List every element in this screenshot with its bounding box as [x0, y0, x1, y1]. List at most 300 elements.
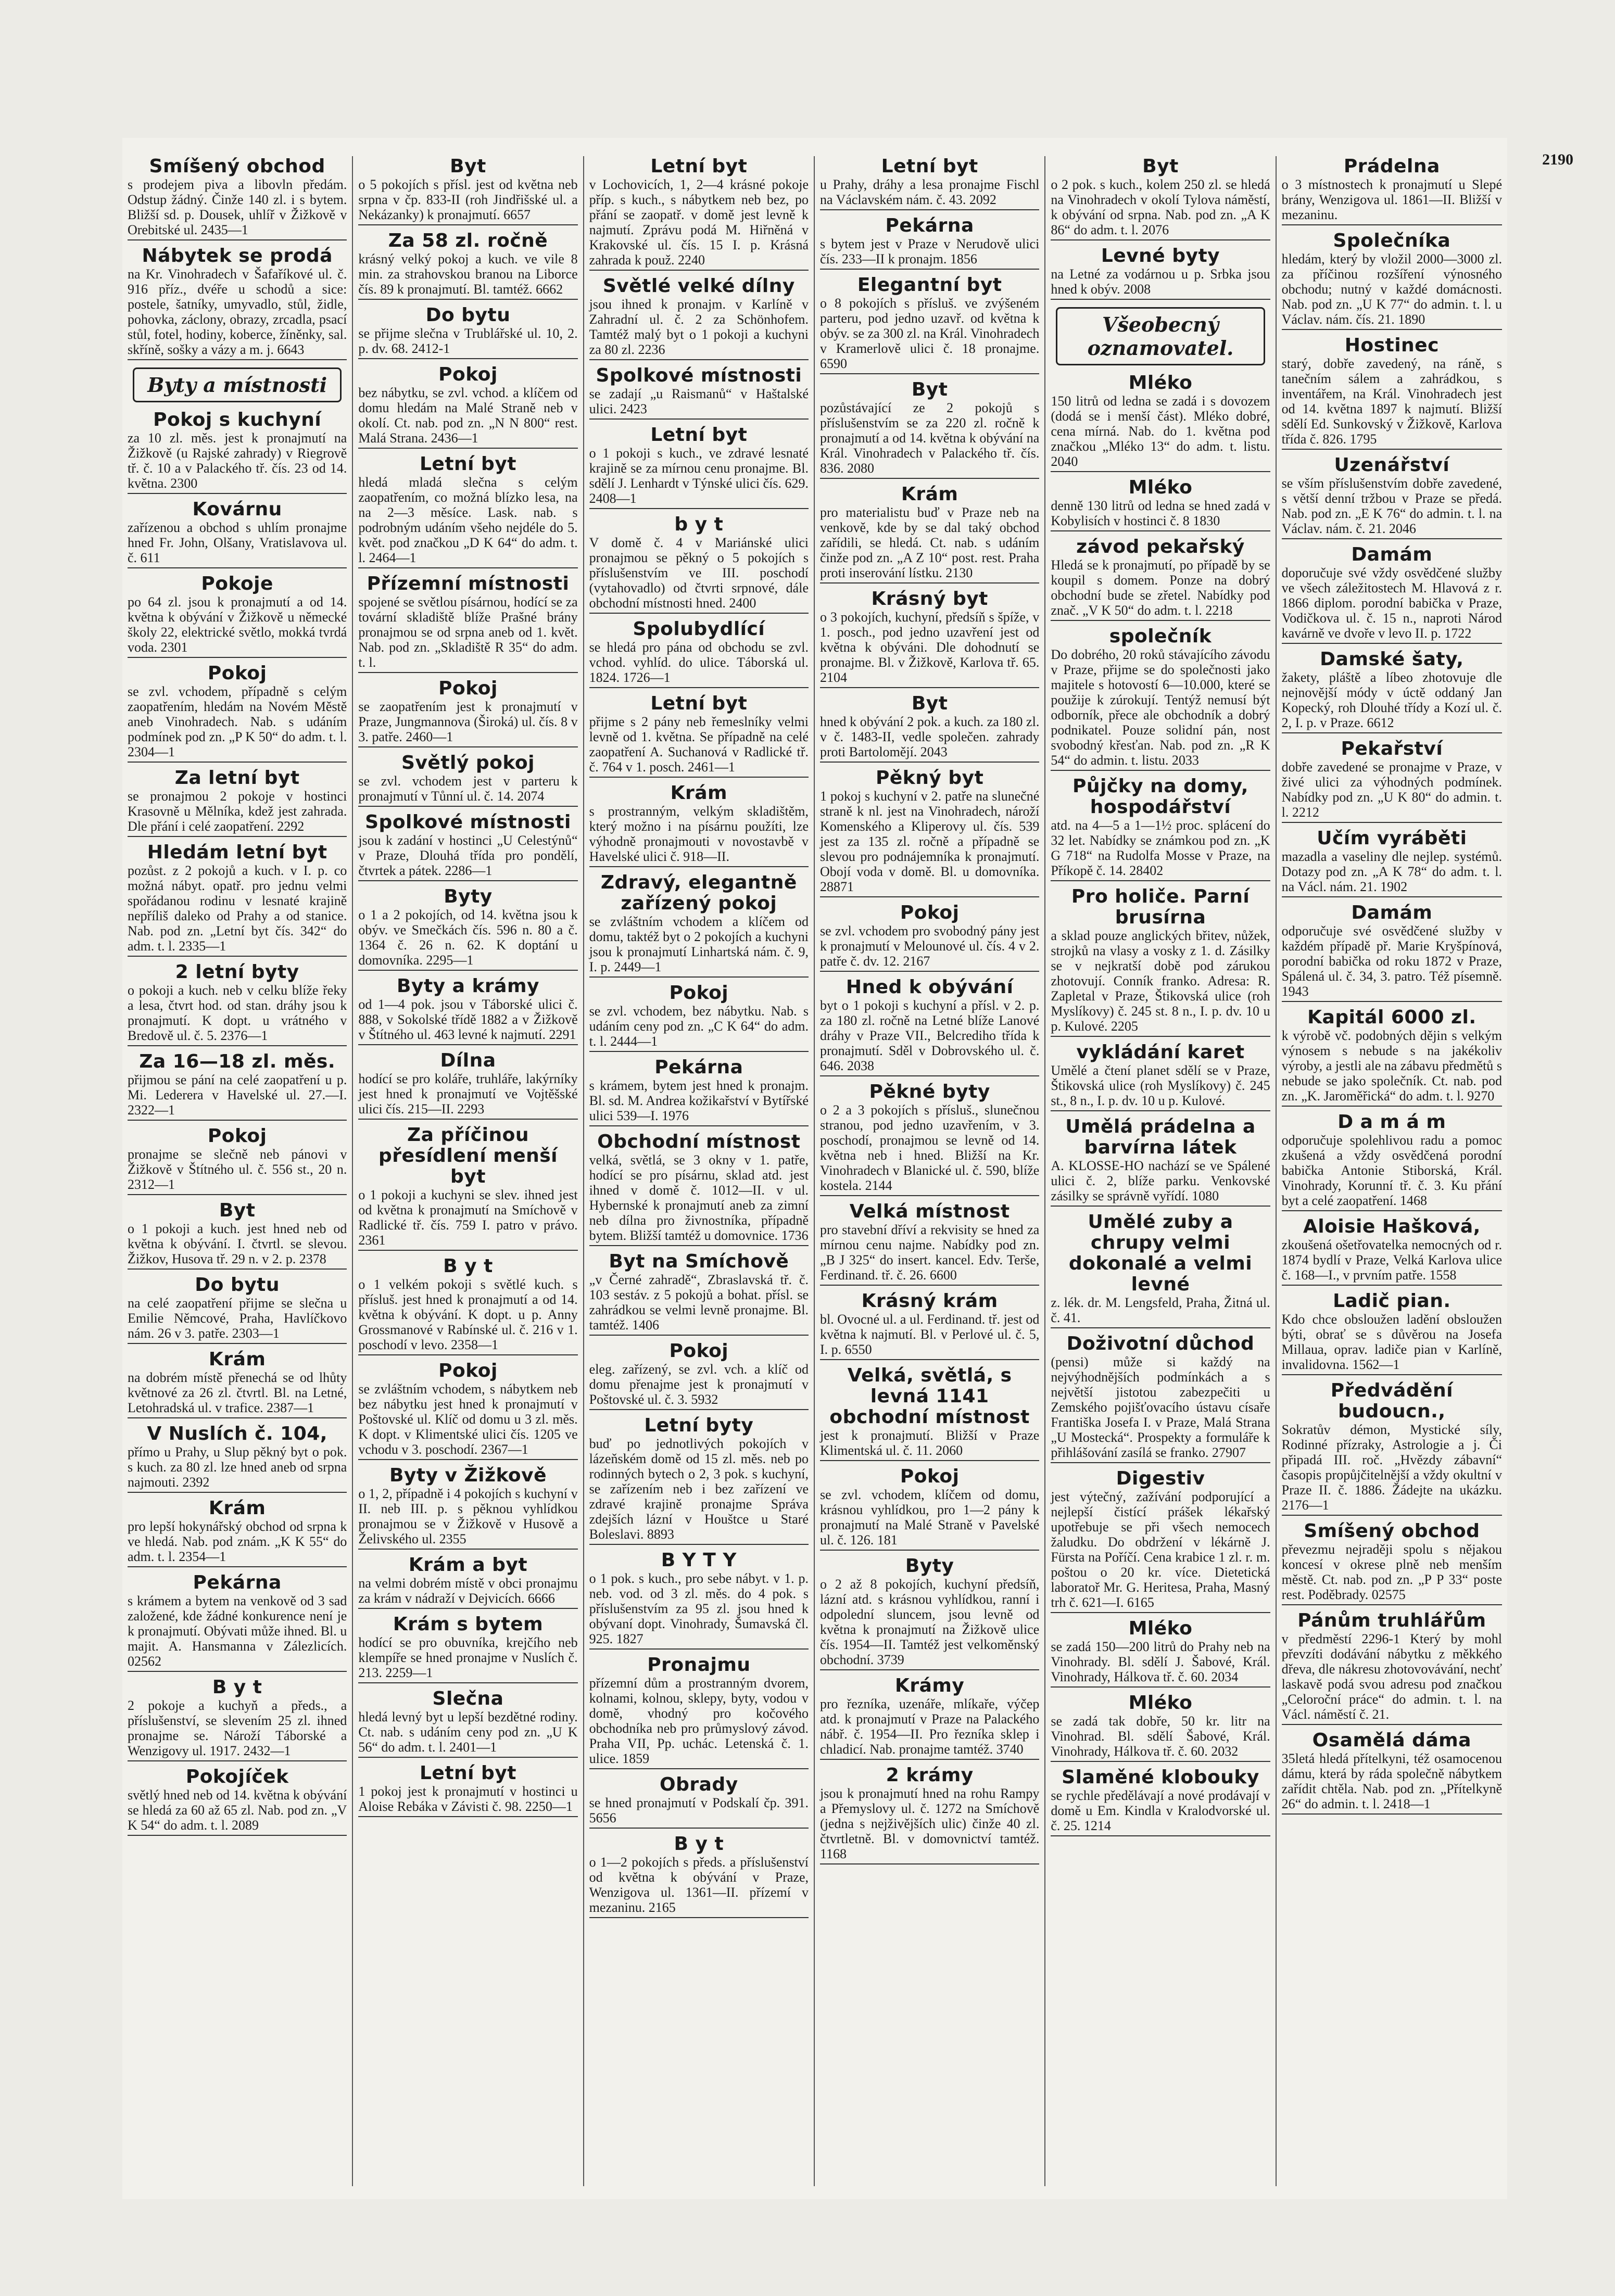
ad-body: s bytem jest v Praze v Nerudově ulici čís. 233—II k pronajm. 1856 [820, 236, 1040, 267]
classified-ad [820, 1556, 1039, 1670]
ad-body: pro řezníka, uzenáře, mlíkaře, výčep atd. k pronajmutí v Praze na Palackého nábř. č. 1954—II. Pro řezníka sklep i chladicí. Nab. pronajme tamtéž. 3740 [820, 1696, 1040, 1757]
ad-heading: Byt na Smíchově [609, 1251, 789, 1272]
ad-heading: 2 letní byty [175, 961, 299, 983]
ad-heading: Elegantní byt [857, 274, 1002, 296]
ad-body: 35letá hledá přítelkyni, též osamocenou dámu, která by ráda společně nábytkem zařídit chtěla. Nab. pod zn. „Přítelkyně 26“ do admin. t. l. 2418—1 [1281, 1751, 1502, 1811]
ad-divider [1282, 1374, 1502, 1375]
classified-ad [1282, 231, 1502, 330]
classified-ad [820, 1466, 1039, 1551]
ad-body: o 5 pokojích s přísl. jest od května neb srpna v čp. 833-II (roh Jindřišské ul. a Nekázanky) k pronajmutí. 6657 [358, 177, 578, 222]
ad-body: o 1 pokoji s kuch., ve zdravé lesnaté krajině se za mírnou cenu pronajme. Bl. sdělí J. Lenhardt v Týnské ulici čís. 629. 2408—1 [589, 446, 809, 506]
classified-ad [1051, 1212, 1270, 1328]
classified-ad [358, 305, 577, 359]
ad-heading: Letní byty [644, 1415, 754, 1436]
ad-divider [589, 1648, 809, 1650]
classified-ad [1282, 1610, 1502, 1725]
ad-body: převezmu nejraději spolu s nějakou koncesí v okrese plně neb menším městě. Ct. nab. pod zn. „P P 33“ poste rest. Poděbrady. 02575 [1281, 1542, 1502, 1602]
ad-divider [358, 224, 577, 225]
ad-heading: Pekárna [654, 1057, 743, 1078]
ad-body: na velmi dobrém místě v obci pronajmu za krám v nádraží v Dejvicích. 6666 [358, 1576, 578, 1606]
ad-body: s krámem a bytem na venkově od 3 sad založené, kde žádné konkurence není je k pronajmutí. Obývati může ihned. Bl. u majit. A. Hansmanna v Zálezlicích. 02562 [128, 1593, 347, 1669]
ad-divider [820, 1550, 1039, 1551]
ad-divider [589, 1768, 809, 1769]
classified-ad [128, 1677, 347, 1761]
ad-heading: B y t [212, 1677, 262, 1698]
ad-divider [820, 1759, 1039, 1760]
ad-body: jsou ihned k pronajm. v Karlíně v Zahradní ul. č. 2 za Schönhofem. Tamtéž malý byt o 1 pokoji a kuchyni za 80 zl. 2236 [589, 297, 809, 357]
ad-heading: Byty a krámy [397, 975, 539, 997]
ad-divider [128, 836, 347, 837]
ad-divider [1051, 471, 1270, 472]
classified-ad [820, 1676, 1039, 1760]
ad-divider [358, 1250, 577, 1251]
ad-divider [820, 1285, 1039, 1286]
ad-body: „v Černé zahradě“, Zbraslavská tř. č. 103 sestáv. z 5 pokojů a bohat. přísl. se zahrádkou se velmi levně pronajme. Bl. tamtéž. 1406 [589, 1272, 809, 1333]
ad-heading: Pokoj [900, 902, 960, 923]
ad-heading: Byty v Žižkově [389, 1465, 547, 1486]
ad-body: o 3 pokojích, kuchyní, předsíň s špíže, v 1. posch., pod jedno uzavření jest od května k obýváni. Dle dohodnutí se pronajme. Bl. v Žižkově, Karlova tř. 65. 2104 [820, 610, 1040, 685]
ad-divider [128, 1343, 347, 1344]
ad-heading: Letní byt [650, 156, 748, 177]
ad-divider [1282, 538, 1502, 539]
ad-divider [1282, 1210, 1502, 1211]
classified-ad [1051, 1618, 1270, 1688]
classified-ad [1051, 477, 1270, 531]
ad-body: s prodejem piva a libovln předám. Odstup žádný. Činže 140 zl. i s bytem. Bližší sd. p. Dousek, uhlíř v Žižkově v Orebitské ul. 2435—1 [128, 177, 347, 237]
classified-ad [589, 1834, 809, 1918]
ad-heading: Letní byt [419, 453, 516, 475]
ad-divider [1282, 1285, 1502, 1286]
ad-body: se zvláštním vchodem, s nábytkem neb bez nábytku jest hned k pronajmutí v Poštovské ul. Klíč od domu u 3 zl. měs. K dopt. v Klimentské ulici čís. 1205 ve vchodu v 3. poschodí. 2367—1 [358, 1381, 578, 1457]
classified-ad [1282, 828, 1502, 897]
ad-divider [128, 1417, 347, 1418]
ad-body: světlý hned neb od 14. května k obývání se hledá za 60 až 65 zl. Nab. pod zn. „V K 54“ do adm. t. l. 2089 [128, 1787, 347, 1833]
ad-body: se zvl. vchodem jest v parteru k pronajmutí v Tůnní ul. č. 14. 2074 [358, 773, 578, 804]
classified-ad [1282, 1216, 1502, 1286]
ad-body: se zadá tak dobře, 50 kr. litr na Vinohrad. Bl. sdělí Šabové, Král. Vinohrady, Hálkova tř. č. 60. 2032 [1051, 1714, 1270, 1759]
ad-divider [128, 567, 347, 568]
ad-body: hned k obývání 2 pok. a kuch. za 180 zl. v č. 1483-II, vedle společen. zahrady proti Bartolomějí. 2043 [820, 714, 1040, 759]
ad-divider [358, 299, 577, 300]
ad-body: (pensi) může si každý na nejvýhodnějších podmínkách a s největší jistotou zabezpečiti u Zemského pojišťovacího ústavu císaře Františka Josefa I. v Praze, Malá Strana „U Mostecká“. Prospekty a formuláře k přihlášování zasílá se franko. 27907 [1051, 1354, 1270, 1460]
ad-heading: Hledám letní byt [147, 842, 327, 863]
ad-heading: Spolubydlící [633, 618, 765, 640]
ad-divider [820, 373, 1039, 374]
classified-ad [589, 1550, 809, 1650]
ad-heading: Pekárna [193, 1572, 282, 1593]
ad-heading: Damám [1351, 902, 1433, 923]
classified-ad [589, 156, 809, 271]
ad-heading: Nábytek se prodá [142, 245, 333, 267]
classified-ad [589, 1655, 809, 1769]
ad-divider [358, 970, 577, 971]
ad-body: 2 pokoje a kuchyň a předs., a příslušenství, se slevením 25 zl. ihned pronajme se. Nároží Táborské a Wenzigovy ul. 1917. 2432—1 [128, 1698, 347, 1758]
ad-divider [1282, 822, 1502, 823]
ad-heading: Osamělá dáma [1312, 1730, 1471, 1751]
ad-divider [358, 1549, 577, 1550]
ad-heading: Prádelna [1343, 156, 1440, 177]
ad-divider [589, 1409, 809, 1410]
classified-ad [358, 454, 577, 568]
ad-body: na dobrém místě přenechá se od lhůty květnové za 26 zl. čtvrtl. Bl. na Letné, Letohradská ul. v trafice. 2387—1 [128, 1370, 347, 1415]
ad-body: hledá levný byt u lepší bezdětné rodiny. Ct. nab. s udáním ceny pod zn. „U K 56“ do adm. t. l. 2401—1 [358, 1709, 578, 1755]
ad-divider [1051, 770, 1270, 771]
ad-divider [1282, 1604, 1502, 1605]
ad-divider [820, 582, 1039, 583]
classified-ad [128, 1126, 347, 1195]
ad-divider [358, 1757, 577, 1758]
ad-divider [128, 657, 347, 658]
ad-heading: Velká, světlá, s levná 1141 obchodní místnost [829, 1365, 1030, 1428]
classified-ad [358, 364, 577, 449]
ad-heading: Kapitál 6000 zl. [1307, 1007, 1477, 1028]
ad-heading: Do bytu [195, 1274, 280, 1296]
classified-ad [358, 1614, 577, 1683]
ad-divider [1051, 1835, 1270, 1836]
ad-heading: Pekárna [885, 215, 974, 236]
ad-body: se vším příslušenstvím dobře zavedené, s větší denní tržbou v Praze se předá. Nab. pod zn. „E K 76“ do admin. t. l. na Václav. nám. č. 21. 2046 [1281, 476, 1502, 536]
ad-body: o 3 místnostech k pronajmutí u Slepé brány, Wenzigova ul. 1861—II. Bližší v mezaninu. [1281, 177, 1502, 222]
classified-ad [128, 1572, 347, 1672]
ad-heading: Damské šaty, [1320, 649, 1464, 670]
classified-ad [128, 1200, 347, 1270]
ad-heading: Letní byt [650, 693, 748, 714]
ad-heading: Krámy [894, 1675, 965, 1696]
ad-divider [358, 448, 577, 449]
ad-heading: Mléko [1128, 372, 1193, 394]
ad-divider [589, 613, 809, 614]
ad-body: o 2 až 8 pokojích, kuchyní předsíň, lázní atd. s krásnou vyhlídkou, ranní i odpolední sluncem, jsou levně od května k pronajmutí na Žižkově ulice čís. 1954—II. Tamtéž jest velkoměnský obchodní. 3739 [820, 1577, 1040, 1667]
classified-ad [1282, 1112, 1502, 1211]
page-number: 2190 [1542, 151, 1573, 168]
ad-divider [589, 1245, 809, 1246]
ad-divider [358, 672, 577, 673]
ad-body: 1 pokoj s kuchyní v 2. patře na slunečné straně k nl. jest na Vinohradech, nároží Komenského a Kliperovy ul. čís. 539 jest za 135 zl. ročně a případně se slevou pro podnájemníka k pronajmutí. Obojí voda v domě. Bl. u domovníka. 28871 [820, 789, 1040, 894]
ad-heading: Byt [219, 1200, 256, 1221]
ad-body: žakety, pláště a líbeo zhotovuje dle nejnovější módy v úctě oddaný Jan Kopecký, roh Dlouhé třídy a Kozí ul. č. 2, I. p. v Praze. 6612 [1281, 670, 1502, 730]
ad-divider [820, 1863, 1039, 1864]
ad-divider [820, 209, 1039, 210]
ad-heading: Pěkné byty [869, 1081, 990, 1102]
ad-divider [1282, 896, 1502, 897]
ad-body: atd. na 4—5 a 1—1½ proc. splácení do 32 let. Nabídky se známkou pod zn. „K G 718“ na Rudolfa Mosse v Praze, na Příkopě č. 14. 28402 [1051, 818, 1270, 878]
ad-heading: Dílna [440, 1050, 496, 1071]
ad-divider [358, 1119, 577, 1120]
classified-ad [1051, 246, 1270, 300]
ad-body: přijmou se pání na celé zaopatření u p. Mi. Lederera v Havelské ul. 27.—I. 2322—1 [128, 1072, 347, 1118]
ad-heading: Byt [450, 156, 486, 177]
ad-heading: Smíšený obchod [149, 156, 325, 177]
ad-body: Do dobrého, 20 roků stávajícího závodu v Praze, přijme se do společnosti jako majitele s hotovostí 6—10.000, které se použije k zúrokují. Tentýž nemusí být odborník, přece ale obchodník a dobrý podnikatel. Pouze solidní pán, nost svobodný křesťan. Nab. pod zn. „R K 54“ do admin. t. listu. 2033 [1051, 647, 1270, 768]
classified-ad [358, 1050, 577, 1120]
ad-divider [820, 1460, 1039, 1461]
classified-ad [128, 1498, 347, 1567]
ad-body: byt o 1 pokoji s kuchyní a přísl. v 2. p. za 180 zl. ročně na Letné blíže Lanové dráhy v Praze VII., Belcrediho třída k pronajmutí. Sděl v Dobrovského ul. č. 646. 2038 [820, 998, 1040, 1073]
classified-ad [1282, 1291, 1502, 1375]
ad-heading: Hned k obývání [846, 976, 1014, 998]
ad-heading: Obchodní místnost [597, 1131, 801, 1152]
classified-ad [589, 983, 809, 1052]
ad-divider [589, 777, 809, 778]
classified-ad [358, 1361, 577, 1460]
classified-ad [1051, 156, 1270, 240]
ad-heading: Pokoj [438, 678, 498, 699]
ad-body: 150 litrů od ledna se zadá i s dovozem (dodá se i menší část). Mléko dobré, cena mírná. Nab. do 1. května pod značkou „Mléko 13“ do adm. t. listu. 2040 [1051, 394, 1270, 469]
ad-divider [128, 762, 347, 763]
ad-heading: Pokoje [201, 573, 273, 594]
ad-heading: Byt [1142, 156, 1179, 177]
ad-body: o 2 a 3 pokojích s přísluš., slunečnou stranou, pod jedno uzavřením, v 3. poschodí, pronajmou se levně od 14. května neb i hned. Bližší na Kr. Vinohradech v Blanické ul. č. 590, blíže kostela. 2144 [820, 1102, 1040, 1193]
ad-heading: Krásný krám [861, 1290, 998, 1312]
ad-heading: Smíšený obchod [1304, 1520, 1480, 1542]
ad-divider [1051, 1110, 1270, 1111]
ad-divider [128, 1268, 347, 1270]
classified-ad [128, 1349, 347, 1418]
ad-heading: závod pekařský [1076, 536, 1245, 557]
ad-divider [1051, 1036, 1270, 1037]
ad-heading: Levné byty [1101, 245, 1220, 267]
ad-body: hodící se pro obuvníka, krejčího neb klempíře se hned pronajme v Nuslích č. 213. 2259—1 [358, 1635, 578, 1680]
ad-divider [1282, 1515, 1502, 1516]
ad-body: pozůstávající ze 2 pokojů s příslušenstvím se za 220 zl. ročně k pronajmutí a od 14. května k obývání na Král. Vinohradech v Palackého tř. čís. 836. 2080 [820, 400, 1040, 476]
ad-divider [589, 1544, 809, 1545]
classified-ad [589, 619, 809, 688]
ad-body: o 1 pokoji a kuchyni se slev. ihned jest od května k pronajmutí na Smíchově v Radlické tř. čís. 759 I. patro v právo. 2361 [358, 1187, 578, 1248]
ad-heading: Krám [670, 782, 728, 804]
classified-ad [1282, 1521, 1502, 1605]
classified-ad [820, 1365, 1039, 1461]
ad-body: pro materialistu buď v Praze neb na venkově, kde by se dal taký obchod zařídili, se hledá. Ct. nab. s udáním činže pod zn. „A Z 10“ post. rest. Praha proti inserování lístku. 2130 [820, 505, 1040, 580]
classified-ad [128, 768, 347, 837]
ad-divider [1282, 1813, 1502, 1815]
classified-ad [820, 156, 1039, 210]
ad-body: odporučuje své osvědčené služby v každém případě př. Marie Kryšpínová, porodní babička od roku 1872 v Praze, Spálená ul. č. 34, 3. patro. Též písemně. 1943 [1281, 923, 1502, 999]
ad-heading: Za letní byt [174, 767, 300, 789]
ad-body: velká, světlá, se 3 okny v 1. patře, hodící se pro písárnu, sklad atd. jest ihned v domě č. 1012—II. v ul. Hybernské k pronajmutí aneb za zimní neb dílna pro živnostníka, případně bytem. Bližší tamtéž u domovnice. 1736 [589, 1152, 809, 1243]
ad-body: přímo u Prahy, u Slup pěkný byt o pok. s kuch. za 80 zl. lze hned aneb od srpna najmouti. 2392 [128, 1444, 347, 1490]
ad-heading: Mléko [1128, 1618, 1193, 1639]
ad-body: se zvláštním vchodem a klíčem od domu, taktéž byt o 2 pokojích a kuchyni jsou k pronajmutí Linhartská nám. č. 9, I. p. 2449—1 [589, 914, 809, 974]
classified-ad [128, 410, 347, 494]
classified-ad [589, 276, 809, 360]
ad-heading: Hostinec [1344, 335, 1439, 356]
classified-ad [1051, 537, 1270, 621]
classified-ad [1051, 373, 1270, 472]
ad-divider [820, 762, 1039, 763]
ad-divider [1051, 239, 1270, 240]
ad-heading: Krám [901, 484, 958, 505]
ad-body: s prostranným, velkým skladištěm, který možno i na písárnu použíti, lze výhodně pronajmouti v novostavbě v Havelské ulici č. 918—II. [589, 804, 809, 864]
ad-heading: b y t [674, 514, 724, 535]
ad-body: 1 pokoj jest k pronajmutí v hostinci u Aloise Rebáka v Závisti č. 98. 2250—1 [358, 1784, 578, 1814]
ad-divider [589, 1335, 809, 1336]
column-1 [122, 156, 353, 2186]
classified-ad [358, 1763, 577, 1817]
classified-ad [820, 768, 1039, 897]
ad-divider [358, 1608, 577, 1609]
ad-heading: Krám [208, 1498, 266, 1519]
classified-ad [1051, 1468, 1270, 1613]
ad-body: A. KLOSSE-HO nachází se ve Spálené ulici č. 2, blíže parku. Venkovské zásilky se správně vyřídí. 1080 [1051, 1158, 1270, 1203]
ad-body: o 2 pok. s kuch., kolem 250 zl. se hledá na Vinohradech v okolí Tylova náměstí, k obývání od srpna. Nab. pod zn. „A K 86“ do adm. t. l. 2076 [1051, 177, 1270, 237]
ad-divider [820, 1359, 1039, 1360]
section-box-byty: Byty a místnosti [133, 367, 342, 402]
classified-ad [128, 1424, 347, 1493]
ad-body: s krámem, bytem jest hned k pronajm. Bl. sd. M. Andrea kožikařství v Bytířské ulici 539—I. 1976 [589, 1078, 809, 1123]
ad-divider [589, 976, 809, 978]
ad-heading: Předvádění budoucn., [1330, 1380, 1453, 1422]
ad-heading: Pokoj [900, 1466, 960, 1487]
classified-ad [358, 678, 577, 747]
ad-body: o 1 a 2 pokojích, od 14. května jsou k obýv. ve Smečkách čís. 596 n. 80 a č. 1364 č. 26 n. 62. K doptání u domovníka. 2295—1 [358, 907, 578, 968]
ad-body: se hledá pro pána od obchodu se zvl. vchod. vyhlíd. do ulice. Táborská ul. 1824. 1726—1 [589, 640, 809, 685]
ad-heading: Aloisie Hašková, [1303, 1216, 1481, 1237]
classified-ad [1282, 1007, 1502, 1107]
classified-ad [1051, 886, 1270, 1037]
ad-divider [128, 239, 347, 240]
ad-divider [128, 1566, 347, 1567]
ad-heading: Damám [1351, 544, 1433, 565]
ad-divider [1282, 449, 1502, 450]
ad-body: eleg. zařízený, se zvl. vch. a klíč od domu přenajme jest k pronajmutí v Poštovské ul. č. 3. 5932 [589, 1362, 809, 1407]
ad-body: u Prahy, dráhy a lesa pronajme Fischl na Václavském nám. č. 43. 2092 [820, 177, 1040, 207]
classified-ad [358, 231, 577, 300]
ad-heading: Pekařství [1341, 738, 1443, 759]
ad-divider [128, 1835, 347, 1836]
classified-ad [1282, 544, 1502, 644]
ad-body: se rychle předělávají a nové prodávají v domě u Em. Kindla v Kralodvorské ul. č. 25. 1214 [1051, 1788, 1270, 1833]
ad-divider [1051, 1462, 1270, 1463]
ad-body: se zvl. vchodem pro svobodný pány jest k pronajmutí v Melounové ul. čís. 4 v 2. patře č. dv. 12. 2167 [820, 923, 1040, 969]
ad-body: na celé zaopatření přijme se slečna u Emilie Němcové, Praha, Havlíčkovo nám. 26 v 3. patře. 2303—1 [128, 1296, 347, 1341]
classified-ad [358, 1465, 577, 1550]
ad-divider [358, 1816, 577, 1817]
ad-body: doporučuje své vždy osvědčené služby ve všech záležitostech M. Hlavová z r. 1866 diplom. porodní babička v Praze, Vodičkova ul. č. 15 n., naproti Národ kavárně ve dvoře v levo II. p. 1722 [1281, 565, 1502, 641]
ad-heading: Krám [208, 1349, 266, 1370]
ad-heading: Mléko [1128, 1692, 1193, 1714]
ad-body: bez nábytku, se zvl. vchod. a klíčem od domu hledám na Malé Straně neb v okolí. Ct. nab. pod zn. „N N 800“ rest. Malá Strana. 2436—1 [358, 385, 578, 446]
ad-heading: vykládání karet [1076, 1042, 1245, 1063]
ad-body: jsou k pronajmutí hned na rohu Rampy a Přemyslovy ul. č. 1272 na Smíchově (jedna s nejživějších ulic) činže 40 zl. čtvrtletně. Bl. v domovnictví tamtéž. 1168 [820, 1786, 1040, 1861]
ad-heading: Obrady [660, 1774, 738, 1795]
classified-ad [820, 1082, 1039, 1196]
ad-body: a sklad pouze anglických břitev, nůžek, strojků na vlasy a vosky z 1. d. Zásilky se v nejkratší době pod zárukou zhotovují. Conník franko. Adresa: R. Zapletal v Praze, Štikovská ulice (roh Myslíkovy) č. 245 st. 8 n., I. p. dv. 10 u p. Kulové. 2205 [1051, 928, 1270, 1034]
classified-ad [820, 1291, 1039, 1360]
classified-ad [1051, 1042, 1270, 1111]
classified-ad [128, 156, 347, 240]
ad-body: Kdo chce obsloužen ladění obsloužen býti, obrať se s důvěrou na Josefa Millaua, oprav. ladiče pian v Karlíně, invalidovna. 1562—1 [1281, 1312, 1502, 1372]
classified-ad [820, 977, 1039, 1076]
ad-heading: Pokoj s kuchyní [153, 409, 322, 430]
ad-divider [358, 1459, 577, 1460]
classified-ad [1282, 1380, 1502, 1516]
classified-ad [820, 589, 1039, 688]
ad-body: od 1—4 pok. jsou v Táborské ulici č. 888, v Sokolské třídě 1882 a v Žižkově v Štítného ul. 463 levné k najmutí. 2291 [358, 997, 578, 1042]
classified-ad [589, 1132, 809, 1246]
ad-body: starý, dobře zavedený, na ráně, s tanečním sálem a zahrádkou, s inventářem, na Král. Vinohradech jest od 14. května 1897 k najmutí. Bližší sdělí Ed. Sunkovský v Žižkově, Karlova třída č. 826. 1795 [1281, 356, 1502, 447]
ad-divider [358, 806, 577, 807]
classified-ad [128, 1767, 347, 1836]
ad-divider [589, 359, 809, 360]
ad-body: buď po jednotlivých pokojích v lázeňském domě od 15 zl. měs. neb po rodinných bytech o 2, 3 pok. s kuchyní, se zařízením neb i bez zařízení ve zdravé krajině pronajme Správa zdejších lázní v Houštce u Staré Boleslavi. 8893 [589, 1436, 809, 1542]
ad-body: bl. Ovocné ul. a ul. Ferdinand. tř. jest od května k najmutí. Bl. v Perlové ul. č. 5, I. p. 6550 [820, 1312, 1040, 1357]
ad-body: o pokoji a kuch. neb v celku blíže řeky a lesa, čtvrt hod. od stan. dráhy jsou k pronajmutí. K dopt. u vrátného v Bredově ul. č. 5. 2376—1 [128, 983, 347, 1043]
ad-body: Sokratův démon, Mystické síly, Rodinné přízraky, Astrologie a j. Či připadá III. roč. „Hvězdy zábavní“ časopis propůjčitelnější a vždy okultní v Praze II. č. 1886. Žádejte na ukázku. 2176—1 [1281, 1422, 1502, 1513]
ad-body: hledám, který by vložil 2000—3000 zl. za příčinou rozšíření výnosného obchodu; nutný v každé domácnosti. Nab. pod zn. „U K 77“ do admin. t. l. u Václav. nám. čís. 21. 1890 [1281, 251, 1502, 327]
ad-body: k výrobě vč. podobných dějin s velkým výnosem s nebude s na jakékoliv výroby, a jestli ale na zábavu předmětů s nebude se jako společník. Ct. nab. pod zn. „K. Jaroměřická“ do adm. t. l. 9270 [1281, 1028, 1502, 1103]
classified-ad [358, 886, 577, 971]
ad-divider [1051, 1327, 1270, 1328]
ad-body: jest výtečný, zažívání podporující a nejlepší čistící prášek lékařský upotřebuje se při všech nemocech žaludku. Do obdržení v lékárně J. Fürsta na Poříčí. Cena krabice 1 zl. r. m. poštou o 20 kr. více. Dietetická laboratoř Mr. G. Heritesa, Praha, Masný trh č. 621—I. 6165 [1051, 1489, 1270, 1610]
ad-body: za 10 zl. měs. jest k pronajmutí na Žižkově (u Rajské zahrady) v Riegrově tř. č. 10 a v Palackého tř. čís. 23 od 14. května. 2300 [128, 430, 347, 491]
ad-body: v předměstí 2296-1 Který by mohl převzíti dodávání nábytku z měkkého dřeva, dle nákresu zhotovovávání, nechť laskavě podá svou adresu pod značkou „Celoroční práce“ do admin. t. l. na Václ. náměstí č. 21. [1281, 1631, 1502, 1722]
ad-body: na Letné za vodárnou u p. Srbka jsou hned k obýv. 2008 [1051, 267, 1270, 297]
classified-ad [589, 1251, 809, 1336]
classified-ad [1282, 739, 1502, 823]
ad-divider [820, 1669, 1039, 1670]
ad-heading: Byty [905, 1555, 954, 1577]
ad-heading: Pro holiče. Parní brusírna [1071, 886, 1250, 928]
classified-ad [358, 156, 577, 225]
column-4 [815, 156, 1045, 2186]
ad-heading: Společníka [1333, 230, 1451, 251]
ad-divider [589, 1125, 809, 1126]
classified-ad [128, 1275, 347, 1344]
ad-body: o 1 velkém pokoji s světlé kuch. s přísluš. jest hned k pronajmutí a od 14. května k obývání. K dopt. u p. Anny Grossmanové v Rabínské ul. č. 216 v 1. poschodí v levo. 2358—1 [358, 1277, 578, 1352]
ad-divider [1051, 1686, 1270, 1688]
ad-body: na Kr. Vinohradech v Šafaříkové ul. č. 916 příz., dvéře u schodů a sice: postele, šatníky, umyvadlo, stůl, židle, pohovka, záclony, obrazy, zrcadla, psací stůl, fotel, hodiny, koberce, žíněnky, sal. skříně, sošky a vázy a m. j. 6643 [128, 267, 347, 357]
ad-body: o 1 pok. s kuch., pro sebe nábyt. v 1. p. neb. vod. od 3 zl. měs. do 4 pok. s příslušenstvím za 95 zl. jsou hned k obývaní dopt. Vinohrady, Šumavská čl. 925. 1827 [589, 1571, 809, 1646]
ad-divider [589, 508, 809, 509]
ad-body: přízemní dům a prostranným dvorem, kolnami, kolnou, sklepy, byty, vodou v domě, vhodný pro kočového obchodníka neb pro průmyslový závod. Praha VII, Pp. uchác. Letenská č. 1. ulice. 1859 [589, 1676, 809, 1766]
classified-ad [1051, 1334, 1270, 1463]
ad-body: jsou k zadání v hostinci „U Celestýnů“ v Praze, Dlouhá třída pro pondělí, čtvrtek a pátek. 2286—1 [358, 833, 578, 878]
ad-body: zařízenou a obchod s uhlím pronajme hned Fr. John, Olšany, Vratislavova ul. č. 611 [128, 520, 347, 565]
ad-heading: Letní byt [419, 1762, 516, 1784]
ad-heading: 2 krámy [886, 1765, 974, 1786]
classified-ad [589, 1341, 809, 1410]
ad-heading: Pokojíček [185, 1766, 289, 1787]
classified-ad [589, 693, 809, 778]
classified-ad [358, 1555, 577, 1609]
ad-divider [358, 358, 577, 359]
ad-divider [589, 866, 809, 867]
ad-heading: D a m á m [1338, 1111, 1446, 1133]
ad-body: po 64 zl. jsou k pronajmutí a od 14. května k obývání v Žižkově u německé školy 22, elektrické světlo, mokká tvrdá voda. 2301 [128, 594, 347, 655]
ad-divider [1051, 299, 1270, 300]
ad-divider [1051, 1761, 1270, 1762]
ad-divider [358, 1682, 577, 1683]
ad-heading: Pěkný byt [876, 767, 984, 789]
ad-heading: Pokoj [207, 1125, 267, 1147]
ad-heading: Digestiv [1116, 1468, 1205, 1489]
ad-body: se zvl. vchodem, bez nábytku. Nab. s udáním ceny pod zn. „C K 64“ do adm. t. l. 2444—1 [589, 1004, 809, 1049]
classified-ad [358, 753, 577, 807]
ad-body: denně 130 litrů od ledna se hned zadá v Kobylisích v hostinci č. 8 1830 [1051, 498, 1270, 528]
ad-heading: Pokoj [438, 1360, 498, 1381]
ad-heading: B Y T Y [661, 1550, 737, 1571]
ad-body: o 8 pokojích s přísluš. ve zvýšeném parteru, pod jedno uzavř. od května k obýv. se za 300 zl. na Král. Vinohradech v Kramerlově ulici č. 18 pronajme. 6590 [820, 296, 1040, 371]
ad-heading: Pronajmu [647, 1654, 751, 1676]
classified-ad [589, 365, 809, 420]
ad-heading: Spolkové místnosti [365, 811, 571, 833]
classified-ad [820, 693, 1039, 763]
ad-divider [820, 971, 1039, 972]
ad-divider [128, 1671, 347, 1672]
ad-body: Umělé a čtení planet sdělí se v Praze, Štikovská ulice (roh Myslíkovy) č. 245 st., 8 n., I. p. dv. 10 u p. Kulové. [1051, 1063, 1270, 1108]
ad-body: jest k pronajmutí. Bližší v Praze Klimentská ul. č. 11. 2060 [820, 1428, 1040, 1458]
ad-body: Hledá se k pronajmutí, po případě by se koupil s domem. Ponze na dobrý obchodní bude se zřetel. Nabídky pod znač. „V K 50“ do adm. t. l. 2218 [1051, 557, 1270, 618]
